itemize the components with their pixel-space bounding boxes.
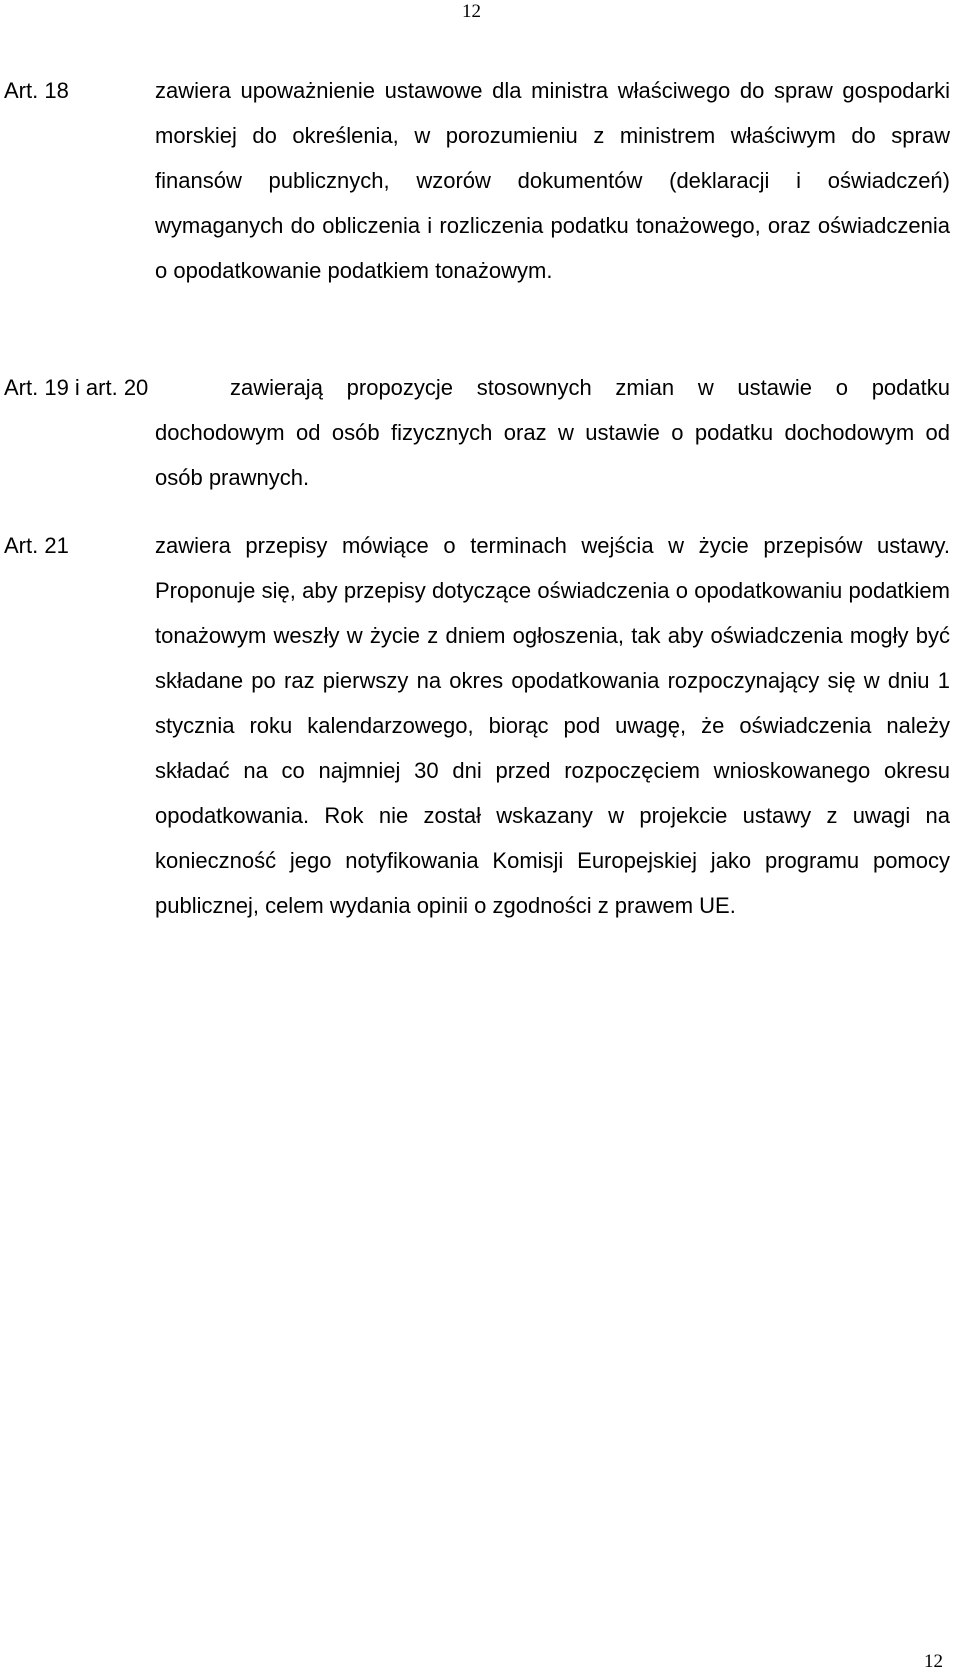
article-text: zawiera przepisy mówiące o terminach wejścia w życie przepisów ustawy. Proponuje się, aby przepisy dotyczące oświadczenia o opodatkowaniu podatkiem tonażowym weszły w życie z dniem ogłoszenia, tak aby oświadczenia mogły być składane po raz pierwszy na okres opodatkowania rozpoczynający się w dniu 1 stycznia roku kalendarzowego, biorąc pod uwagę, że oświadczenia należy składać na co najmniej 30 dni przed rozpoczęciem wnioskowanego okresu opodatkowania. Rok nie został wskazany w projekcie ustawy z uwagi na konieczność jego notyfikowania Komisji Europejskiej jako programu pomocy publicznej, celem wydania opinii o zgodności z prawem UE. [155, 533, 950, 918]
article-label: Art. 18 [4, 78, 69, 103]
article-label: Art. 21 [4, 533, 69, 558]
page-number-top: 12 [462, 1, 481, 22]
article-text: zawiera upoważnienie ustawowe dla ministra właściwego do spraw gospodarki morskiej do określenia, w porozumieniu z ministrem właściwym do spraw finansów publicznych, wzorów dokumentów (deklaracji i oświadczeń) wymaganych do obliczenia i rozliczenia podatku tonażowego, oraz oświadczenia o opodatkowanie podatkiem tonażowym. [155, 78, 950, 283]
article-text: zawierają propozycje stosownych zmian w ustawie o podatku dochodowym od osób fizycznych oraz w ustawie o podatku dochodowym od osób prawnych. [155, 375, 950, 490]
page-number-bottom: 12 [924, 1651, 943, 1672]
article-label: Art. 19 i art. 20 [4, 375, 149, 400]
